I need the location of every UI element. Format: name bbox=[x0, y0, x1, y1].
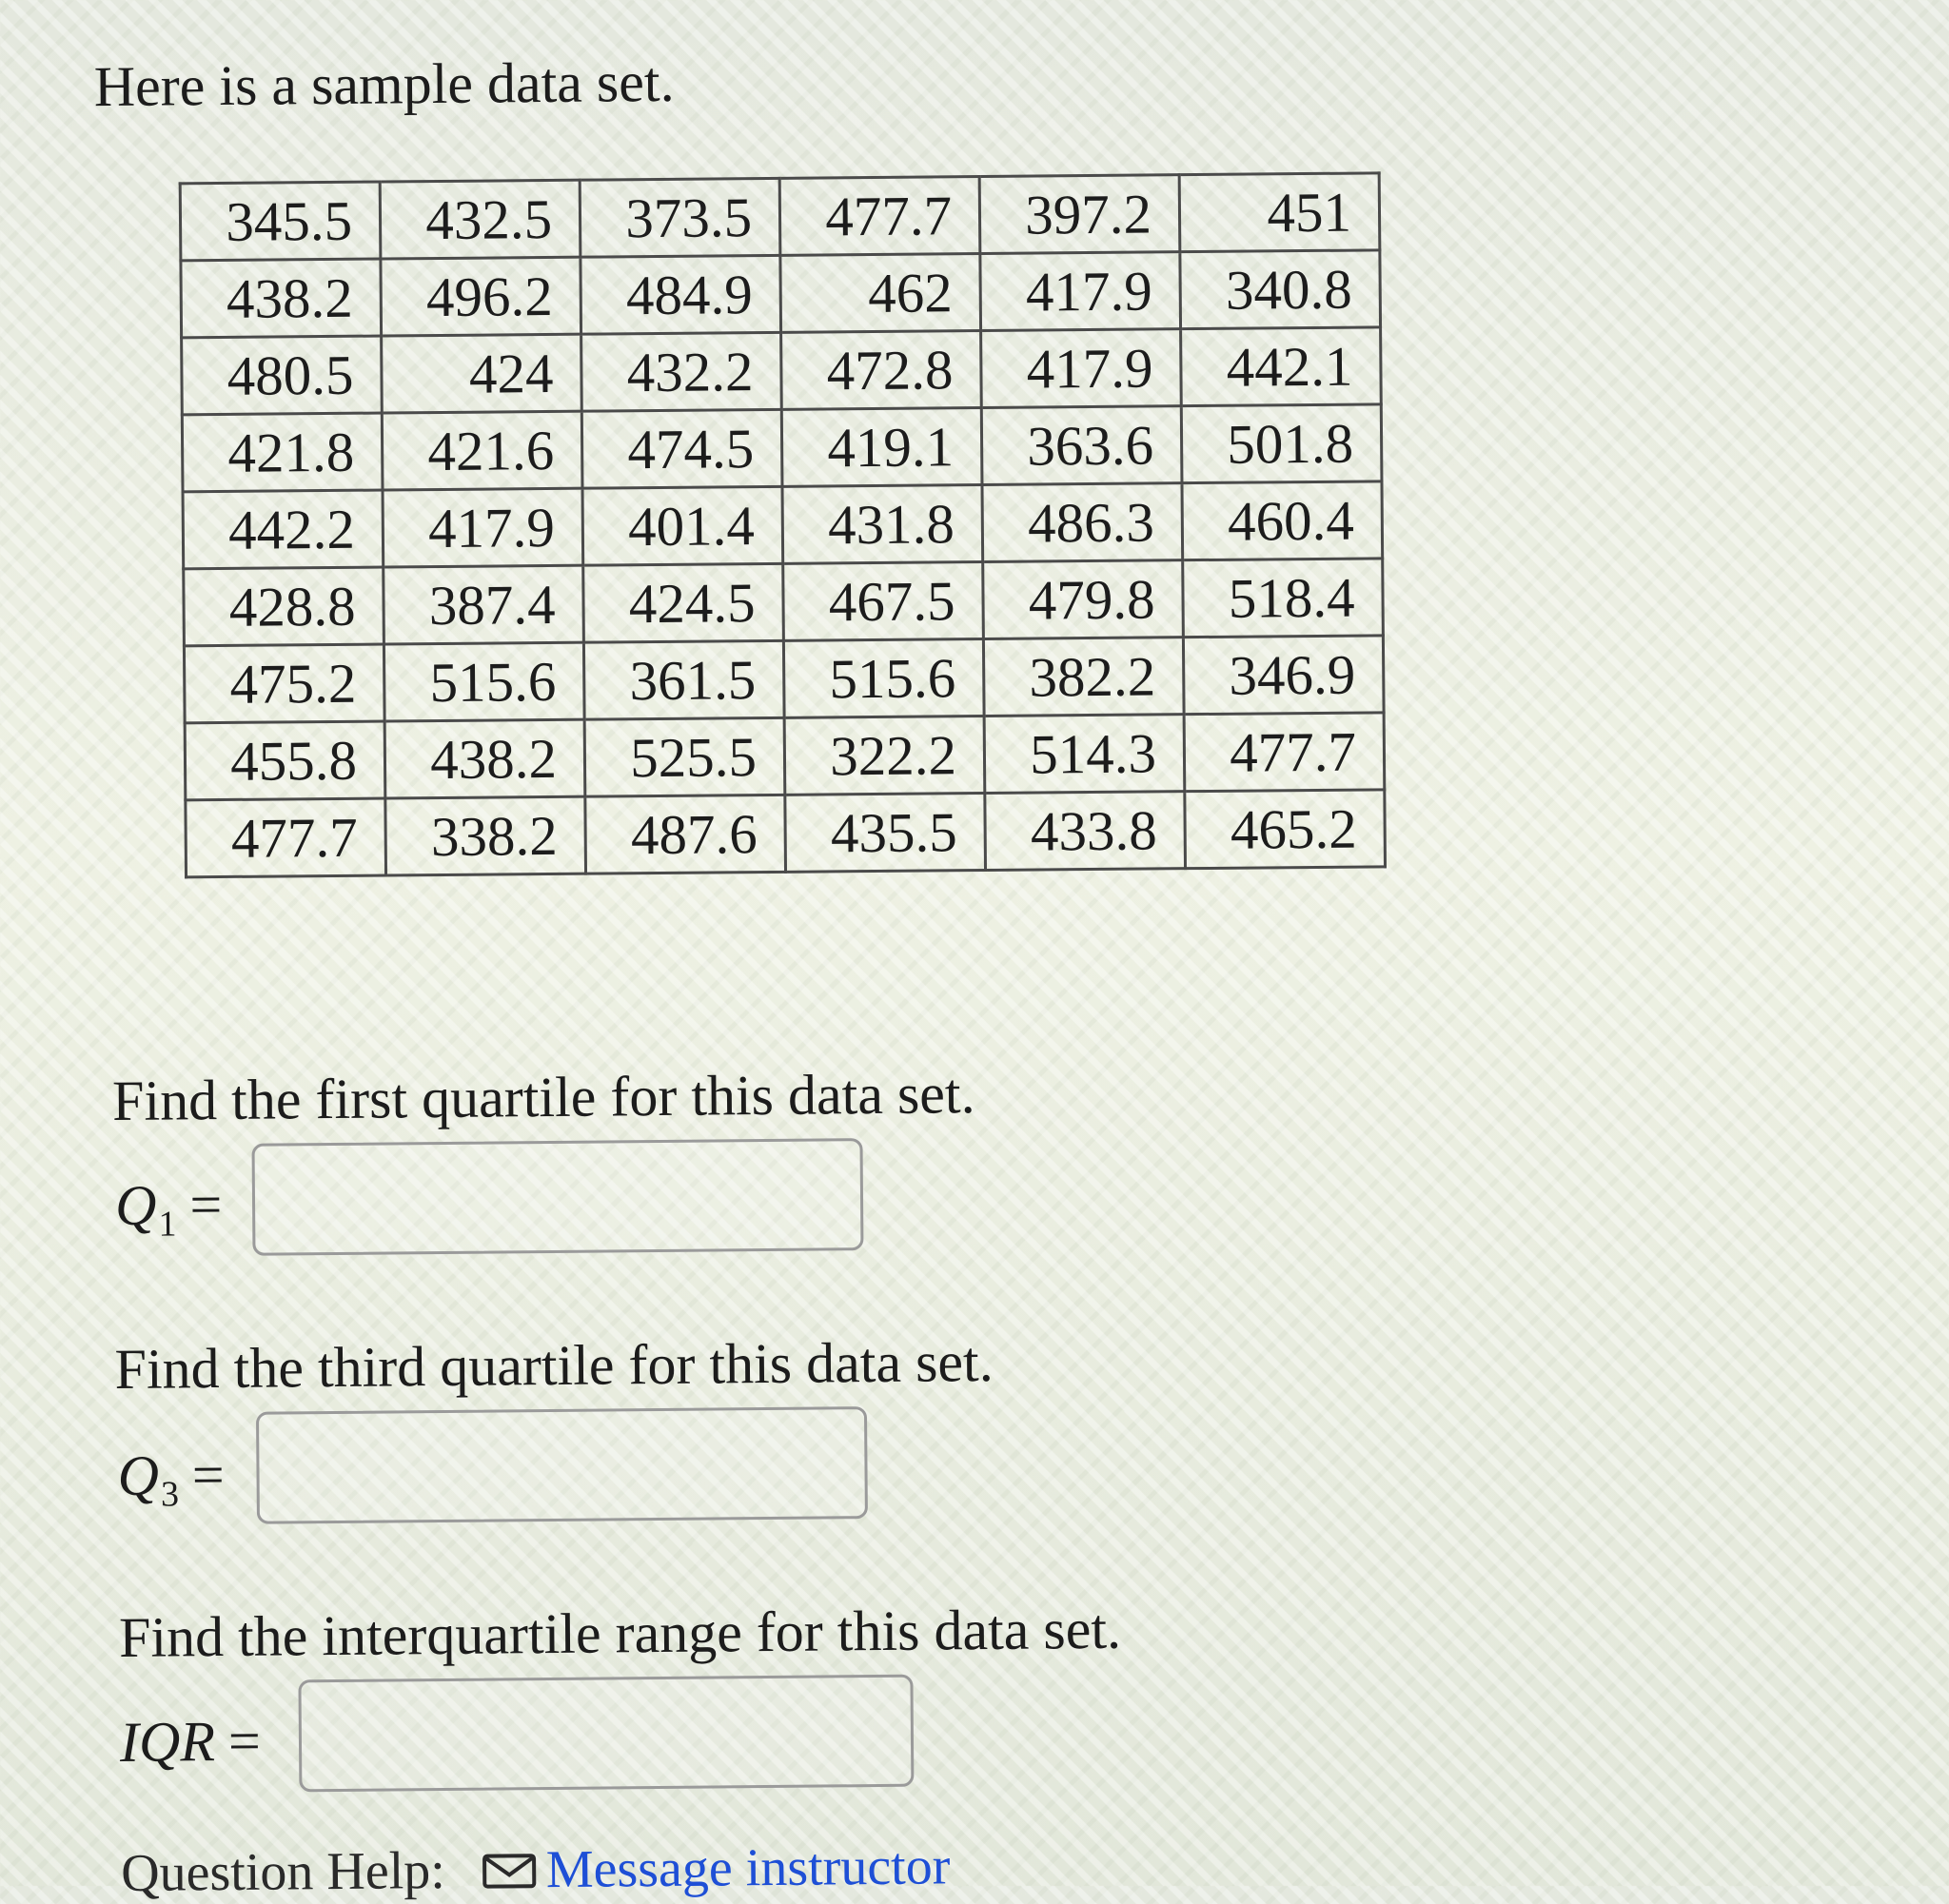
q3-label bbox=[117, 1443, 226, 1515]
table-cell: 431.8 bbox=[782, 485, 983, 564]
table-cell: 345.5 bbox=[180, 182, 381, 261]
table-cell: 417.9 bbox=[980, 252, 1181, 331]
table-row bbox=[184, 636, 1384, 723]
table-row bbox=[182, 404, 1382, 492]
table-cell: 518.4 bbox=[1183, 559, 1384, 638]
question-help-bar bbox=[120, 1836, 951, 1903]
iqr-label bbox=[119, 1709, 262, 1774]
iqr-symbol: IQR bbox=[119, 1710, 216, 1774]
table-cell: 514.3 bbox=[984, 715, 1185, 794]
table-cell: 387.4 bbox=[384, 565, 584, 644]
data-table-body bbox=[180, 173, 1385, 877]
table-cell: 419.1 bbox=[781, 408, 982, 487]
table-row bbox=[183, 481, 1383, 569]
table-row bbox=[185, 713, 1385, 800]
q1-subscript: 1 bbox=[158, 1204, 177, 1245]
message-instructor-link[interactable] bbox=[482, 1836, 951, 1899]
table-cell: 472.8 bbox=[781, 331, 982, 410]
table-cell: 477.7 bbox=[186, 798, 386, 877]
table-row bbox=[181, 250, 1381, 338]
table-cell: 432.5 bbox=[380, 180, 581, 259]
table-cell: 496.2 bbox=[381, 257, 581, 336]
table-cell: 428.8 bbox=[184, 567, 384, 646]
table-cell: 340.8 bbox=[1180, 250, 1381, 329]
table-cell: 515.6 bbox=[783, 639, 984, 718]
iqr-answer-input[interactable] bbox=[298, 1675, 914, 1793]
message-instructor-label[interactable]: Message instructor bbox=[545, 1836, 951, 1900]
q1-equals: = bbox=[189, 1173, 223, 1237]
table-cell: 438.2 bbox=[181, 259, 382, 338]
table-cell: 501.8 bbox=[1181, 404, 1382, 483]
table-cell: 433.8 bbox=[985, 792, 1186, 871]
table-cell: 465.2 bbox=[1185, 790, 1386, 869]
table-cell: 432.2 bbox=[581, 332, 782, 411]
table-cell: 460.4 bbox=[1182, 481, 1383, 560]
table-row bbox=[186, 790, 1386, 877]
table-cell: 484.9 bbox=[581, 255, 781, 334]
table-cell: 486.3 bbox=[982, 483, 1183, 562]
table-cell: 442.2 bbox=[183, 490, 384, 569]
table-cell: 477.7 bbox=[1184, 713, 1385, 792]
table-cell: 474.5 bbox=[581, 409, 782, 488]
table-cell: 363.6 bbox=[981, 406, 1182, 485]
envelope-icon bbox=[482, 1853, 537, 1890]
table-cell: 424.5 bbox=[583, 563, 784, 642]
table-cell: 424 bbox=[382, 334, 582, 413]
q1-symbol: Q bbox=[114, 1173, 157, 1237]
q3-prompt: Find the third quartile for this data set. bbox=[114, 1329, 994, 1402]
table-row bbox=[184, 559, 1384, 646]
table-cell: 417.9 bbox=[383, 488, 583, 567]
table-cell: 455.8 bbox=[185, 721, 385, 800]
table-cell: 462 bbox=[780, 254, 981, 333]
table-cell: 480.5 bbox=[182, 336, 383, 415]
table-cell: 397.2 bbox=[979, 175, 1180, 254]
table-cell: 338.2 bbox=[385, 796, 586, 875]
table-cell: 346.9 bbox=[1183, 636, 1384, 715]
table-cell: 487.6 bbox=[585, 795, 786, 873]
table-cell: 401.4 bbox=[582, 486, 783, 565]
q3-equals: = bbox=[191, 1443, 226, 1507]
iqr-prompt: Find the interquartile range for this data set. bbox=[118, 1597, 1122, 1669]
table-cell: 438.2 bbox=[384, 719, 585, 798]
table-cell: 435.5 bbox=[785, 794, 986, 873]
table-cell: 467.5 bbox=[783, 562, 984, 641]
table-cell: 442.1 bbox=[1181, 327, 1382, 406]
q1-label bbox=[114, 1173, 223, 1245]
q1-answer-input[interactable] bbox=[251, 1138, 863, 1256]
table-cell: 421.8 bbox=[182, 413, 383, 492]
table-cell: 382.2 bbox=[983, 638, 1184, 716]
question-help-label: Question Help: bbox=[120, 1840, 446, 1903]
table-cell: 421.6 bbox=[382, 411, 582, 490]
table-cell: 477.7 bbox=[779, 177, 980, 256]
q3-subscript: 3 bbox=[160, 1474, 180, 1515]
table-cell: 451 bbox=[1179, 173, 1380, 252]
q3-answer-input[interactable] bbox=[256, 1406, 868, 1524]
table-cell: 525.5 bbox=[584, 717, 785, 796]
q1-prompt: Find the first quartile for this data set. bbox=[111, 1062, 975, 1133]
table-cell: 417.9 bbox=[981, 329, 1182, 408]
intro-text: Here is a sample data set. bbox=[93, 49, 675, 119]
table-cell: 322.2 bbox=[784, 716, 985, 795]
table-cell: 479.8 bbox=[983, 560, 1184, 639]
iqr-equals: = bbox=[227, 1709, 262, 1773]
table-row bbox=[182, 327, 1382, 415]
q3-symbol: Q bbox=[117, 1443, 160, 1507]
table-cell: 361.5 bbox=[583, 640, 784, 719]
table-cell: 475.2 bbox=[184, 644, 384, 723]
table-cell: 515.6 bbox=[384, 642, 584, 721]
table-row bbox=[180, 173, 1380, 261]
data-table bbox=[179, 171, 1387, 878]
table-cell: 373.5 bbox=[580, 178, 780, 257]
